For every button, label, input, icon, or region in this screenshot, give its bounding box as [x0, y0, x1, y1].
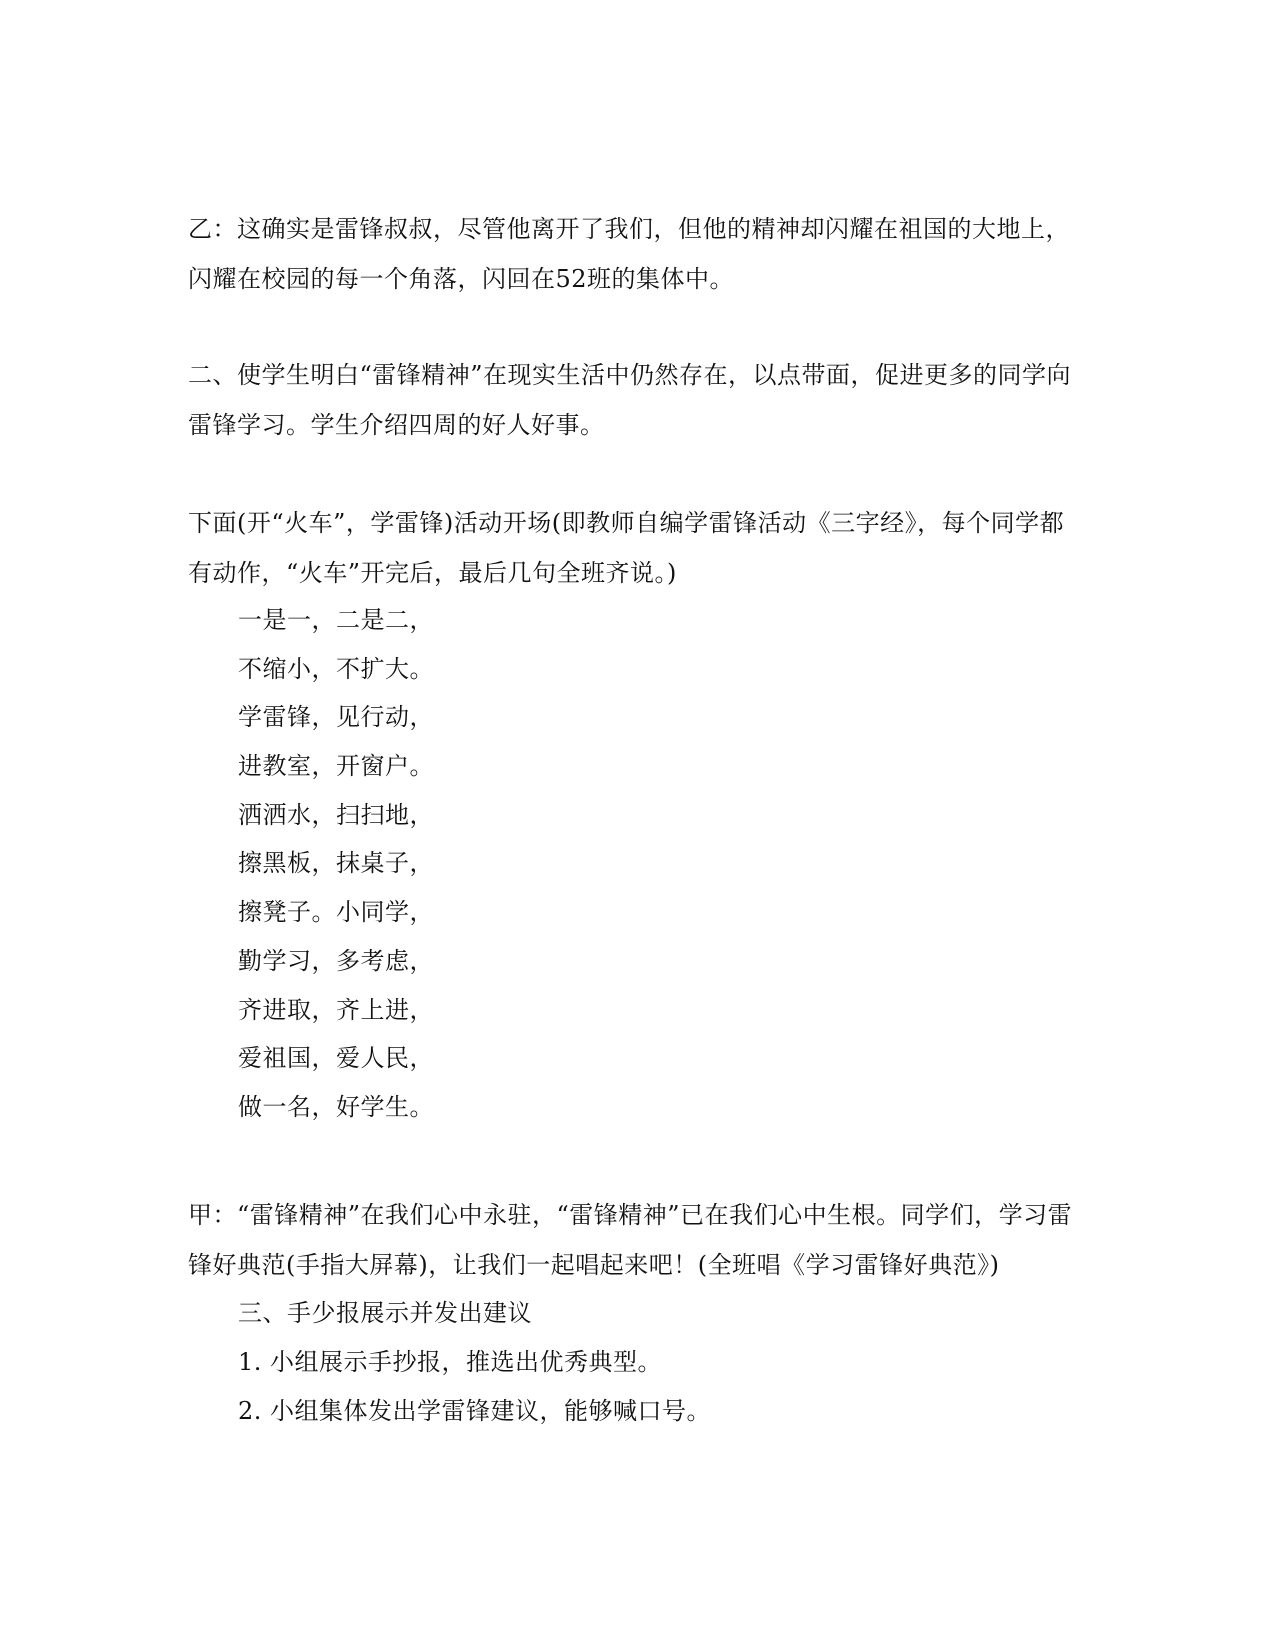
section-3-item: 1. 小组展示手抄报，推选出优秀典型。 [238, 1348, 663, 1376]
section-3-item: 2. 小组集体发出学雷锋建议，能够喊口号。 [238, 1397, 712, 1425]
verse-line: 做一名，好学生。 [238, 1092, 434, 1121]
paragraph-jia-speech: 甲：“雷锋精神”在我们心中永驻，“雷锋精神”已在我们心中生根。同学们，学习雷锋好典范(手指大屏幕)，让我们一起唱起来吧！(全班唱《学习雷锋好典范》) [188, 1201, 1073, 1279]
verse-line: 擦黑板，抹桌子， [238, 849, 434, 878]
verse-line: 进教室，开窗户。 [238, 752, 434, 781]
verse-line: 洒洒水，扫扫地， [238, 800, 434, 829]
verse-line: 不缩小，不扩大。 [238, 654, 434, 683]
paragraph-activity-intro: 下面(开“火车”，学雷锋)活动开场(即教师自编学雷锋活动《三字经》，每个同学都有动作，“火车”开完后，最后几句全班齐说。) [188, 509, 1065, 587]
section-3-block [238, 1289, 711, 1436]
san-zi-jing-verse [238, 596, 434, 1132]
verse-line: 学雷锋，见行动， [238, 703, 434, 732]
section-3-heading: 三、手少报展示并发出建议 [238, 1299, 532, 1327]
paragraph-yi-speech: 乙：这确实是雷锋叔叔，尽管他离开了我们，但他的精神却闪耀在祖国的大地上，闪耀在校园的每一个角落，闪回在52班的集体中。 [188, 215, 1070, 293]
verse-line: 擦凳子。小同学， [238, 898, 434, 927]
verse-line: 勤学习，多考虑， [238, 946, 434, 975]
verse-line: 一是一，二是二， [238, 606, 434, 634]
verse-line: 齐进取，齐上进， [238, 995, 434, 1024]
verse-line: 爱祖国，爱人民， [238, 1044, 434, 1073]
paragraph-section-2: 二、使学生明白“雷锋精神”在现实生活中仍然存在，以点带面，促进更多的同学向雷锋学习。学生介绍四周的好人好事。 [188, 361, 1072, 439]
